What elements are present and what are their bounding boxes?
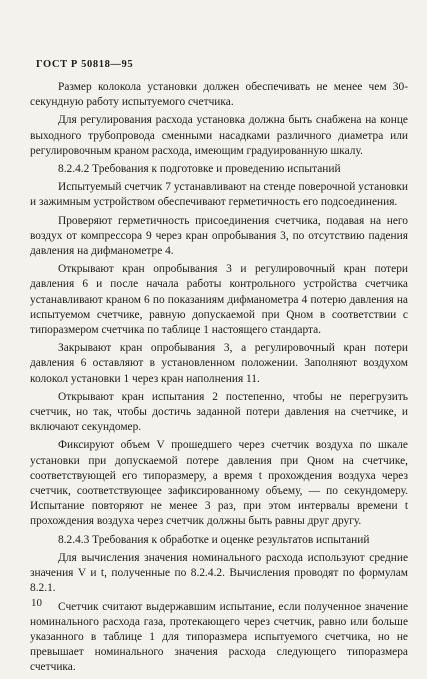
document-body	[30, 80, 408, 679]
page-header-standard-title: ГОСТ Р 50818—95	[36, 59, 134, 70]
page-number: 10	[31, 597, 42, 609]
paragraph-record-volume: Фиксируют объем V прошедшего через счетчик воздуха по шкале установки при допускаемой потере давления при Qном на счетчике, соответствующей его типоразмеру, а время t прохождения воздуха через счетчик, соответствующее зафиксированному объему, — по секундомеру. Испытание повторяют не менее 3 раз, при этом интервалы времени t прохождения воздуха через счетчик должны быть равны друг другу.	[30, 439, 408, 528]
paragraph-bell-size: Размер колокола установки должен обеспечивать не менее чем 30-секундную работу испытуемого счетчика.	[30, 81, 408, 109]
paragraph-calculation: Для вычисления значения номинального расхода используют средние значения V и t, полученные по 8.2.4.2. Вычисления проводят по формулам 8.2.1.	[30, 551, 408, 595]
paragraph-close-test-valve: Закрывают кран опробывания 3, а регулировочный кран потери давления 6 оставляют в установленном положении. Заполняют воздухом колокол установки 1 через кран наполнения 11.	[30, 342, 408, 385]
paragraph-leak-check: Проверяют герметичность присоединения счетчика, подавая на него воздух от компрессора 9 через кран опробывания 3, по отсутствию падения давления на дифманометре 4.	[30, 214, 408, 258]
paragraph-open-test-valve: Открывают кран опробывания 3 и регулировочный кран потери давления 6 и после начала работы контрольного устройства счетчика устанавливают краном 6 по показаниям дифманометра 4 потерю давления на испытуемом счетчике, равную допускаемой при Qном в соответствии с типоразмером счетчика по таблице 1 настоящего стандарта.	[30, 263, 408, 337]
section-heading-8-2-4-2: 8.2.4.2 Требования к подготовке и проведению испытаний	[58, 163, 341, 176]
section-heading-8-2-4-3: 8.2.4.3 Требования к обработке и оценке результатов испытаний	[58, 533, 370, 546]
paragraph-flow-regulation: Для регулирования расхода установка должна быть снабжена на конце выходного трубопровода сменными насадками различного диаметра или регулировочным краном расхода, имеющим градуированную шкалу.	[30, 114, 408, 157]
paragraph-pass-criteria: Счетчик считают выдержавшим испытание, если полученное значение номинального расхода газа, протекающего через счетчик, равно или больше указанного в таблице 1 для типоразмера испытуемого счетчика, но не превышает номинального значения расхода следующего типоразмера счетчика.	[30, 600, 408, 674]
paragraph-meter-mounting: Испытуемый счетчик 7 устанавливают на стенде поверочной установки и зажимным устройством обеспечивают герметичность его подсоединения.	[30, 181, 408, 209]
paragraph-start-test: Открывают кран испытания 2 постепенно, чтобы не перегрузить счетчик, но так, чтобы достичь заданной потери давления на счетчике, и включают секундомер.	[30, 390, 408, 434]
